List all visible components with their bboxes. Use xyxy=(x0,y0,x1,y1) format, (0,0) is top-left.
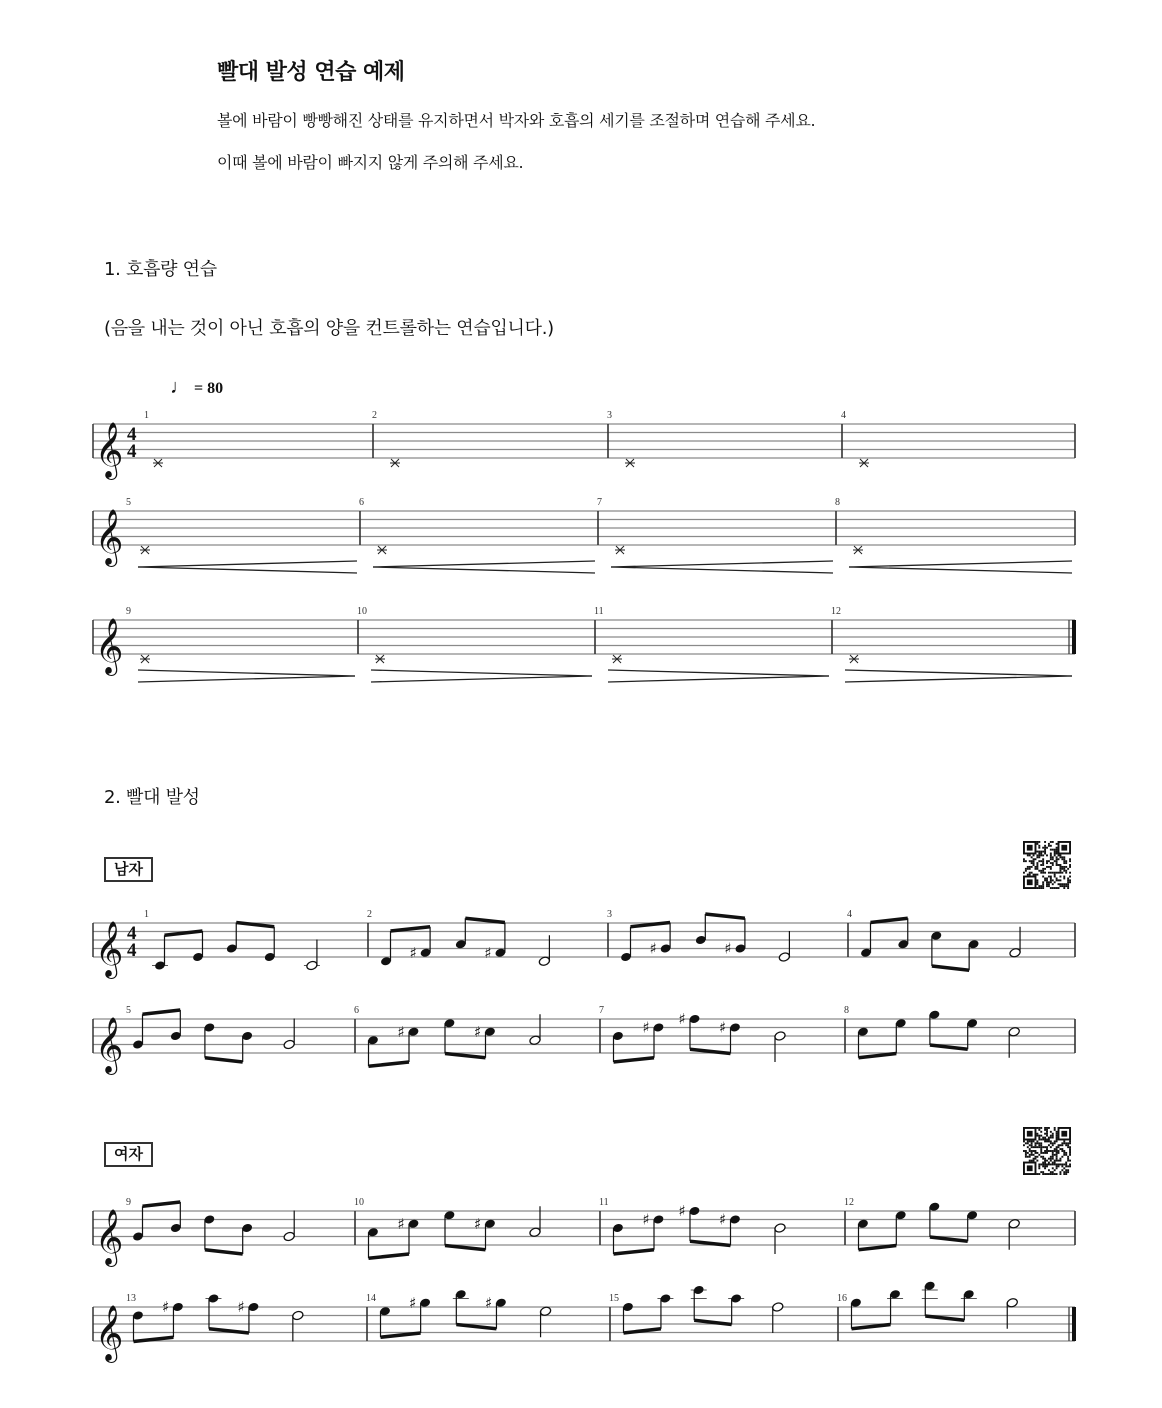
section-1-note: (음을 내는 것이 아닌 호흡의 양을 컨트롤하는 연습입니다.) xyxy=(104,318,554,339)
half-note xyxy=(306,940,318,971)
eighth-note-pair xyxy=(857,1018,907,1058)
group-label-female: 여자 xyxy=(104,1142,153,1167)
measure-number: 10 xyxy=(354,1197,364,1208)
half-note xyxy=(774,1223,786,1254)
measure-number: 16 xyxy=(837,1293,847,1304)
measure-number: 1 xyxy=(144,909,149,920)
treble-clef-icon: 𝄞 xyxy=(95,1209,124,1265)
breath-mark-icon xyxy=(377,546,387,554)
eighth-note-pair xyxy=(203,1214,253,1254)
measure-number: 2 xyxy=(372,410,377,421)
sharp-icon: ♯ xyxy=(678,1010,686,1028)
section-1-heading: 1. 호흡량 연습 xyxy=(104,259,217,280)
sharp-icon: ♯ xyxy=(719,1210,727,1229)
sharp-icon: ♯ xyxy=(719,1018,727,1037)
measure-number: 15 xyxy=(609,1293,619,1304)
quarter-note-icon: ♩ xyxy=(170,376,190,398)
eighth-note-pair xyxy=(455,1289,507,1329)
crescendo-hairpin xyxy=(138,561,357,573)
eighth-note-pair xyxy=(226,923,276,963)
breath-mark-icon xyxy=(859,459,869,467)
time-signature: 4 xyxy=(127,424,137,445)
sharp-icon: ♯ xyxy=(397,1214,405,1233)
eighth-note-pair xyxy=(860,918,909,958)
sharp-icon: ♯ xyxy=(642,1018,650,1037)
breath-mark-icon xyxy=(612,655,622,663)
sharp-icon: ♯ xyxy=(474,1214,482,1233)
decrescendo-hairpin xyxy=(608,670,829,682)
eighth-note-pair xyxy=(380,927,432,967)
measure-number: 12 xyxy=(831,606,841,617)
measure-number: 7 xyxy=(597,497,602,508)
breath-mark-icon xyxy=(153,459,163,467)
crescendo-hairpin xyxy=(611,561,833,573)
treble-clef-icon: 𝄞 xyxy=(95,422,124,478)
sharp-icon: ♯ xyxy=(474,1022,482,1041)
measure-number: 6 xyxy=(354,1005,359,1016)
eighth-note-pair xyxy=(207,1293,259,1333)
eighth-note-pair xyxy=(622,1293,671,1333)
eighth-note-pair xyxy=(620,923,672,963)
treble-clef-icon: 𝄞 xyxy=(95,509,124,565)
measure-number: 4 xyxy=(841,410,846,421)
measure-number: 2 xyxy=(367,909,372,920)
sharp-icon: ♯ xyxy=(484,1293,493,1312)
instruction-line-1: 볼에 바람이 빵빵해진 상태를 유지하면서 박자와 호흡의 세기를 조절하며 연습해 주세요. xyxy=(217,111,816,130)
sharp-icon: ♯ xyxy=(397,1022,405,1041)
measure-number: 14 xyxy=(366,1293,376,1304)
breath-mark-icon xyxy=(849,655,859,663)
eighth-note-pair xyxy=(693,1285,742,1325)
eighth-note-pair xyxy=(132,1298,184,1342)
eighth-note-pair xyxy=(132,1202,182,1242)
instruction-line-2: 이때 볼에 바람이 빠지지 않게 주의해 주세요. xyxy=(217,153,524,172)
measure-number: 6 xyxy=(359,497,364,508)
half-note xyxy=(774,1031,786,1062)
time-signature: 4 xyxy=(127,923,137,944)
measure-number: 5 xyxy=(126,1005,131,1016)
eighth-note-pair xyxy=(679,1010,741,1054)
sharp-icon: ♯ xyxy=(409,1293,417,1312)
half-note xyxy=(283,1019,295,1050)
eighth-note-pair xyxy=(612,1019,664,1063)
eighth-note-pair xyxy=(695,914,747,958)
eighth-note-pair xyxy=(132,1010,182,1050)
breath-mark-icon xyxy=(615,546,625,554)
measure-number: 8 xyxy=(844,1005,849,1016)
qr-code-icon[interactable] xyxy=(1022,841,1072,889)
half-note xyxy=(772,1302,784,1333)
treble-clef-icon: 𝄞 xyxy=(95,1017,124,1073)
eighth-note-pair xyxy=(928,1201,978,1241)
measure-number: 11 xyxy=(599,1197,609,1208)
measure-number: 8 xyxy=(835,497,840,508)
decrescendo-hairpin xyxy=(371,670,592,682)
sharp-icon: ♯ xyxy=(642,1210,650,1229)
breath-mark-icon xyxy=(853,546,863,554)
eighth-note-pair xyxy=(857,1210,907,1250)
final-barline xyxy=(1072,1307,1076,1341)
section-2-heading: 2. 빨대 발성 xyxy=(104,787,200,808)
treble-clef-icon: 𝄞 xyxy=(95,921,124,977)
eighth-note-pair xyxy=(850,1289,901,1329)
sharp-icon: ♯ xyxy=(649,939,657,958)
group-label-male: 남자 xyxy=(104,857,153,882)
page-title: 빨대 발성 연습 예제 xyxy=(217,60,405,85)
final-barline xyxy=(1072,620,1076,654)
half-note xyxy=(283,1211,295,1242)
time-signature: 4 xyxy=(127,940,137,961)
qr-code-icon[interactable] xyxy=(1022,1127,1072,1175)
eighth-note-pair xyxy=(679,1202,741,1246)
eighth-note-pair xyxy=(444,1210,496,1250)
decrescendo-hairpin xyxy=(138,670,355,682)
measure-number: 4 xyxy=(847,909,852,920)
breath-mark-icon xyxy=(140,546,150,554)
crescendo-hairpin xyxy=(849,561,1072,573)
eighth-note-pair xyxy=(612,1211,664,1255)
measure-number: 9 xyxy=(126,1197,131,1208)
breath-mark-icon xyxy=(625,459,635,467)
sharp-icon: ♯ xyxy=(237,1298,245,1316)
sharp-icon: ♯ xyxy=(678,1202,686,1220)
eighth-note-pair xyxy=(444,1018,496,1058)
measure-number: 5 xyxy=(126,497,131,508)
measure-number: 9 xyxy=(126,606,131,617)
sharp-icon: ♯ xyxy=(409,943,417,962)
measure-number: 3 xyxy=(607,909,612,920)
eighth-note-pair xyxy=(924,1280,975,1320)
sharp-icon: ♯ xyxy=(724,939,732,958)
measure-number: 7 xyxy=(599,1005,604,1016)
sharp-icon: ♯ xyxy=(484,943,492,962)
eighth-note-pair xyxy=(203,1022,253,1062)
half-note xyxy=(292,1310,304,1341)
measure-number: 12 xyxy=(844,1197,854,1208)
eighth-note-pair xyxy=(928,1009,978,1049)
decrescendo-hairpin xyxy=(845,670,1072,682)
treble-clef-icon: 𝄞 xyxy=(95,618,124,674)
eighth-note-pair xyxy=(930,930,979,970)
measure-number: 13 xyxy=(126,1293,136,1304)
half-note xyxy=(778,931,790,962)
tempo-value: = 80 xyxy=(194,380,224,397)
measure-number: 11 xyxy=(594,606,604,617)
measure-number: 10 xyxy=(357,606,367,617)
eighth-note-pair xyxy=(154,931,204,971)
breath-mark-icon xyxy=(375,655,385,663)
sharp-icon: ♯ xyxy=(161,1298,170,1316)
measure-number: 3 xyxy=(607,410,612,421)
breath-mark-icon xyxy=(140,655,150,663)
breath-mark-icon xyxy=(390,459,400,467)
treble-clef-icon: 𝄞 xyxy=(95,1305,124,1361)
crescendo-hairpin xyxy=(373,561,595,573)
measure-number: 1 xyxy=(144,410,149,421)
time-signature: 4 xyxy=(127,441,137,462)
